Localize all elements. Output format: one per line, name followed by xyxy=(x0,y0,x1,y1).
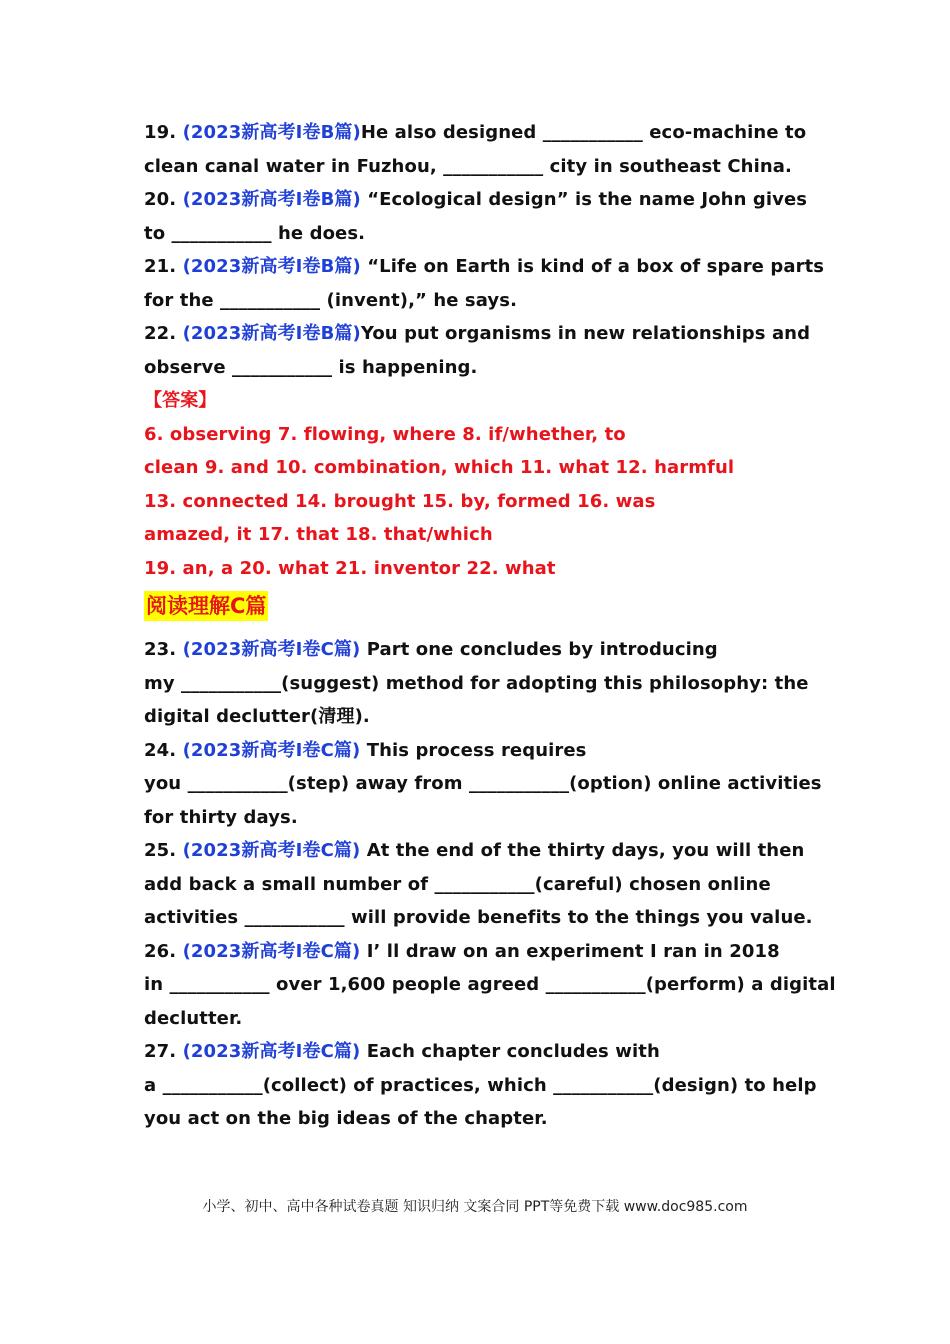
question-line: 26. (2023新高考I卷C篇) I’ ll draw on an experiment I ran in 2018 xyxy=(144,940,780,962)
answer-line: 19. an, a 20. what 21. inventor 22. what xyxy=(144,557,556,579)
question-line: for the ___________ (invent),” he says. xyxy=(144,289,518,311)
question-line: digital declutter(清理). xyxy=(144,706,370,727)
answer-line: amazed, it 17. that 18. that/which xyxy=(144,524,493,545)
question-line: 25. (2023新高考I卷C篇) At the end of the thirty days, you will then xyxy=(144,840,805,861)
section-heading: 阅读理解C篇 xyxy=(144,591,268,621)
question-25 xyxy=(144,834,824,935)
question-23 xyxy=(144,633,824,734)
question-source: (2023新高考I卷B篇) xyxy=(182,256,361,277)
question-line: a ___________(collect) of practices, which ___________(design) to help xyxy=(144,1074,817,1096)
question-line: activities ___________ will provide benefits to the things you value. xyxy=(144,907,813,928)
question-line: you act on the big ideas of the chapter. xyxy=(144,1108,548,1129)
question-source: (2023新高考I卷C篇) xyxy=(182,1041,361,1062)
question-line: 24. (2023新高考I卷C篇) This process requires xyxy=(144,739,587,761)
question-24 xyxy=(144,734,824,835)
question-line: 22. (2023新高考I卷B篇)You put organisms in new relationships and xyxy=(144,323,811,344)
question-source: (2023新高考I卷B篇) xyxy=(182,323,361,344)
question-line: 21. (2023新高考I卷B篇) “Life on Earth is kind of a box of spare parts xyxy=(144,256,825,277)
question-source: (2023新高考I卷C篇) xyxy=(182,739,361,761)
question-line: 19. (2023新高考I卷B篇)He also designed ___________ eco-machine to xyxy=(144,122,807,143)
question-line: for thirty days. xyxy=(144,806,298,828)
answer-block xyxy=(144,384,824,585)
question-line: 23. (2023新高考I卷C篇) Part one concludes by introducing xyxy=(144,639,718,660)
question-source: (2023新高考I卷B篇) xyxy=(182,122,361,143)
question-27 xyxy=(144,1035,824,1136)
answer-line: 6. observing 7. flowing, where 8. if/whether, to xyxy=(144,423,626,445)
question-line: my ___________(suggest) method for adopting this philosophy: the xyxy=(144,672,809,694)
question-source: (2023新高考I卷C篇) xyxy=(182,639,361,660)
question-line: clean canal water in Fuzhou, ___________ city in southeast China. xyxy=(144,155,792,177)
question-line: 20. (2023新高考I卷B篇) “Ecological design” is the name John gives xyxy=(144,189,808,210)
question-21 xyxy=(144,250,824,317)
answer-label: 【答案】 xyxy=(144,390,217,411)
question-19 xyxy=(144,116,824,183)
question-line: add back a small number of ___________(careful) chosen online xyxy=(144,873,771,895)
question-26 xyxy=(144,935,836,1036)
question-line: 27. (2023新高考I卷C篇) Each chapter concludes with xyxy=(144,1041,660,1062)
answer-line: 13. connected 14. brought 15. by, formed 16. was xyxy=(144,490,656,512)
question-source: (2023新高考I卷C篇) xyxy=(182,940,361,962)
page-footer: 小学、初中、高中各种试卷真题 知识归纳 文案合同 PPT等免费下载 www.doc985.com xyxy=(202,1199,748,1215)
question-line: you ___________(step) away from ___________(option) online activities xyxy=(144,773,822,794)
question-source: (2023新高考I卷B篇) xyxy=(182,189,361,210)
answer-line: clean 9. and 10. combination, which 11. what 12. harmful xyxy=(144,457,735,478)
document-body xyxy=(144,116,836,1136)
question-line: to ___________ he does. xyxy=(144,222,366,244)
question-22 xyxy=(144,317,824,384)
question-line: in ___________ over 1,600 people agreed ___________(perform) a digital xyxy=(144,974,836,995)
question-line: observe ___________ is happening. xyxy=(144,356,478,378)
question-line: declutter. xyxy=(144,1007,243,1029)
question-source: (2023新高考I卷C篇) xyxy=(182,840,361,861)
section-heading-wrapper xyxy=(144,591,824,627)
question-20 xyxy=(144,183,824,250)
